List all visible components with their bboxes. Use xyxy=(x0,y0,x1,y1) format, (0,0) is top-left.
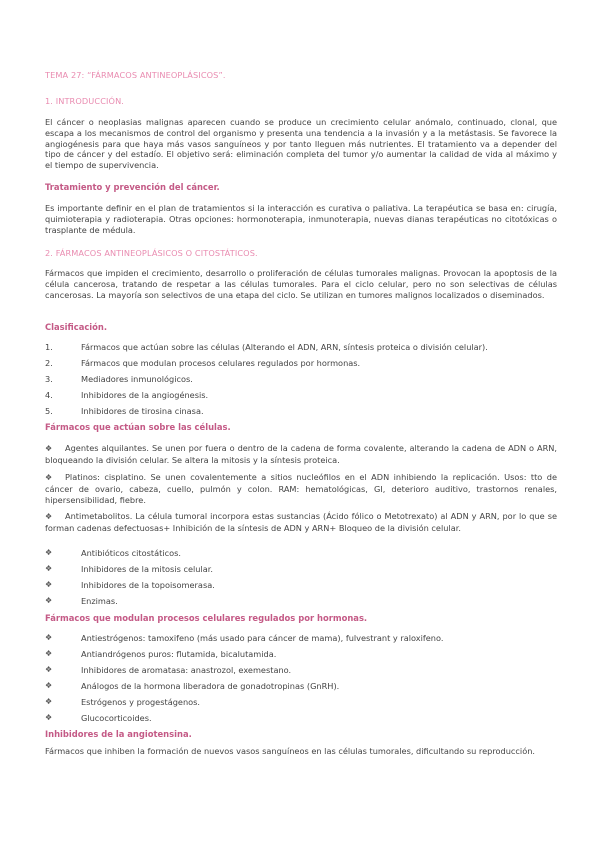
diamond-bullet-icon: ❖ xyxy=(45,548,53,557)
diamond-bullet-icon: ❖ xyxy=(45,681,53,690)
list-number: 2. xyxy=(45,358,53,368)
bullet-text: Agentes alquilantes. Se unen por fuera o dentro de la cadena de forma covalente, alterando la cadena de ADN o ARN, bloqueando la división celular. Se altera la mitosis y la síntesis proteica. xyxy=(45,443,557,465)
diamond-bullet-icon: ❖ xyxy=(45,665,53,674)
diamond-bullet-icon: ❖ xyxy=(45,580,53,589)
subheading-hormonas: Fármacos que modulan procesos celulares regulados por hormonas. xyxy=(45,613,368,623)
bullet-text: Antiandrógenos puros: flutamida, bicalutamida. xyxy=(81,649,277,659)
diamond-bullet-icon: ❖ xyxy=(45,444,53,453)
bullet-text: Glucocorticoides. xyxy=(81,713,152,723)
subheading-tratamiento: Tratamiento y prevención del cáncer. xyxy=(45,182,220,192)
bullet-paragraph xyxy=(45,511,557,534)
subheading-angiotensina: Inhibidores de la angiotensina. xyxy=(45,729,192,739)
list-number: 5. xyxy=(45,406,53,416)
bullet-paragraph xyxy=(45,443,557,466)
list-text: Inhibidores de la angiogénesis. xyxy=(81,390,209,400)
diamond-bullet-icon: ❖ xyxy=(45,649,53,658)
list-text: Fármacos que actúan sobre las células (Alterando el ADN, ARN, síntesis proteica o división celular). xyxy=(81,342,488,352)
farmacos-paragraph: Fármacos que impiden el crecimiento, desarrollo o proliferación de células tumorales malignas. Provocan la apoptosis de la célula cancerosa, tratando de respetar a las células tumorales. Para el ciclo celular, pero no son selectivas de células cancerosas. La mayoría son selectivos de una etapa del ciclo. Se utilizan en tumores malignos localizados o diseminados. xyxy=(45,268,557,300)
diamond-bullet-icon: ❖ xyxy=(45,596,53,605)
diamond-bullet-icon: ❖ xyxy=(45,564,53,573)
subheading-clasificacion: Clasificación. xyxy=(45,322,108,332)
list-text: Mediadores inmunológicos. xyxy=(81,374,193,384)
tratamiento-paragraph: Es importante definir en el plan de tratamientos si la interacción es curativa o paliativa. La terapéutica se basa en: cirugía, quimioterapia y radioterapia. Otras opciones: hormonoterapia, inmunoterapia, nuevas dianas terapéuticas no citotóxicas o trasplante de médula. xyxy=(45,203,557,235)
bullet-text: Estrógenos y progestágenos. xyxy=(81,697,201,707)
bullet-text: Inhibidores de aromatasa: anastrozol, exemestano. xyxy=(81,665,292,675)
diamond-bullet-icon: ❖ xyxy=(45,697,53,706)
bullet-text: Inhibidores de la mitosis celular. xyxy=(81,564,213,574)
intro-paragraph: El cáncer o neoplasias malignas aparecen cuando se produce un crecimiento celular anómalo, continuado, clonal, que escapa a los mecanismos de control del organismo y presenta una tendencia a la invasión y a la metástasis. Se favorece la angiogénesis para que haya más vasos sanguíneos y por tanto lleguen más nutrientes. El tratamiento va a depender del tipo de cáncer y del estadío. El objetivo será: eliminación completa del tumor y/o aumentar la calidad de vida al máximo y el tiempo de supervivencia. xyxy=(45,117,557,171)
bullet-text: Antiestrógenos: tamoxifeno (más usado para cáncer de mama), fulvestrant y raloxifeno. xyxy=(81,633,444,643)
bullet-text: Antimetabolitos. La célula tumoral incorpora estas sustancias (Ácido fólico o Metotrexato) al ADN y ARN, por lo que se forman cadenas defectuosas+ Inhibición de la síntesis de ADN y ARN+ Bloqueo de la división celular. xyxy=(45,511,557,533)
diamond-bullet-icon: ❖ xyxy=(45,713,53,722)
list-number: 1. xyxy=(45,342,53,352)
diamond-bullet-icon: ❖ xyxy=(45,512,53,521)
section-heading-farmacos: 2. FÁRMACOS ANTINEOPLÁSICOS O CITOSTÁTICOS. xyxy=(45,248,258,258)
diamond-bullet-icon: ❖ xyxy=(45,473,53,482)
list-number: 4. xyxy=(45,390,53,400)
bullet-text: Platinos: cisplatino. Se unen covalentemente a sitios nucleófilos en el ADN inhibiendo la replicación. Usos: tto de cáncer de ovario, cabeza, cuello, pulmón y colon. RAM: hematológicas, GI, deterioro auditivo, trastornos renales, hipersensibilidad, fiebre. xyxy=(45,472,557,505)
bullet-text: Antibióticos citostáticos. xyxy=(81,548,181,558)
angiotensina-paragraph: Fármacos que inhiben la formación de nuevos vasos sanguíneos en las células tumorales, dificultando su reproducción. xyxy=(45,746,536,756)
subheading-celulas: Fármacos que actúan sobre las células. xyxy=(45,422,231,432)
bullet-text: Análogos de la hormona liberadora de gonadotropinas (GnRH). xyxy=(81,681,340,691)
list-text: Fármacos que modulan procesos celulares regulados por hormonas. xyxy=(81,358,361,368)
bullet-text: Enzimas. xyxy=(81,596,118,606)
bullet-paragraph xyxy=(45,472,557,505)
bullet-text: Inhibidores de la topoisomerasa. xyxy=(81,580,215,590)
section-heading-introduccion: 1. INTRODUCCIÓN. xyxy=(45,96,125,106)
document-title: TEMA 27: “FÁRMACOS ANTINEOPLÁSICOS”. xyxy=(45,70,226,80)
diamond-bullet-icon: ❖ xyxy=(45,633,53,642)
list-number: 3. xyxy=(45,374,53,384)
list-text: Inhibidores de tirosina cinasa. xyxy=(81,406,204,416)
